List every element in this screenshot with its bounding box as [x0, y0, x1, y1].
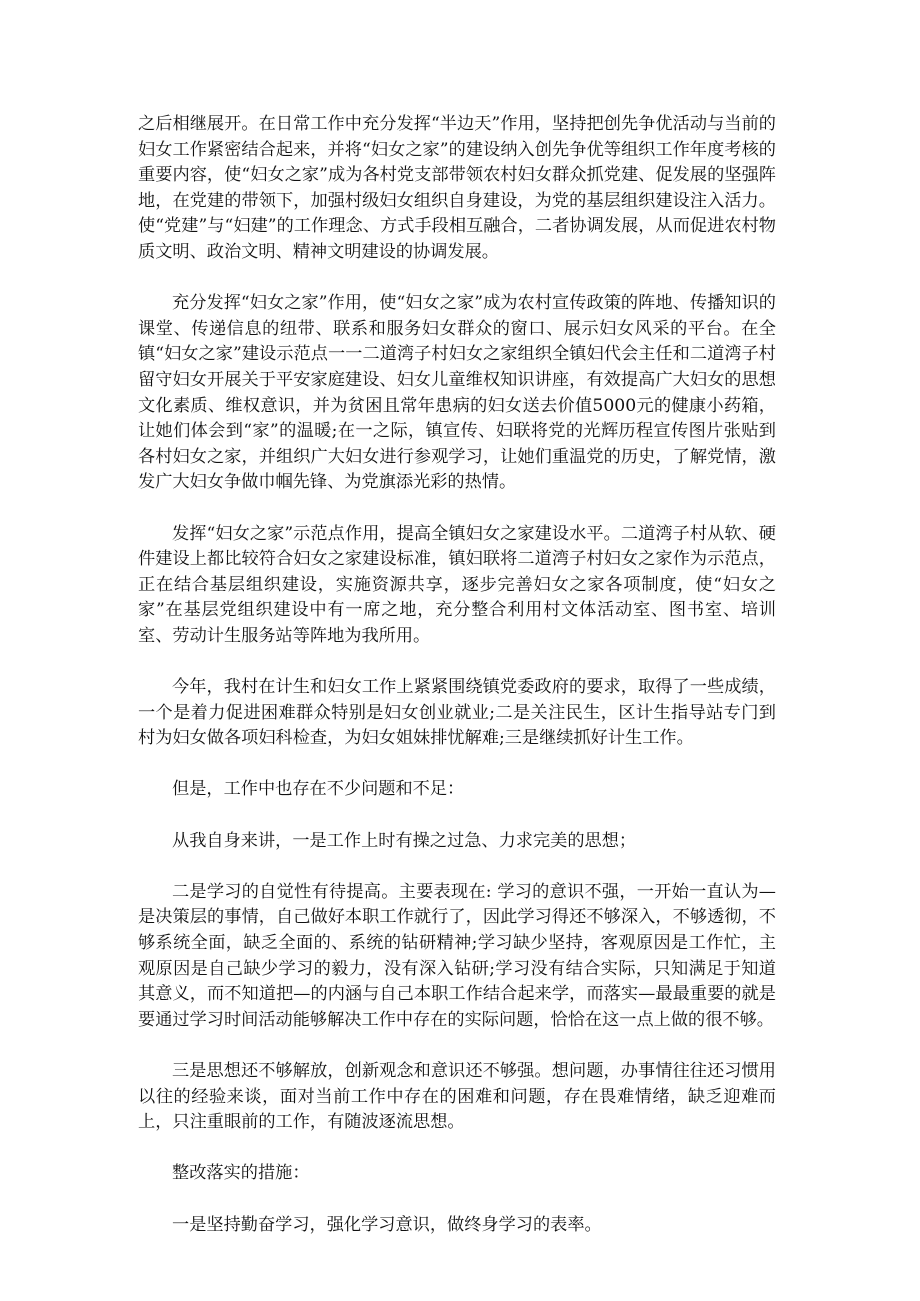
- paragraph-8: 三是思想还不够解放，创新观念和意识还不够强。想问题，办事情往往还习惯用以往的经验来谈，面对当前工作中存在的困难和问题，存在畏难情绪，缺乏迎难而上，只注重眼前的工作，有随波逐流思想。: [138, 1060, 776, 1133]
- paragraph-1: 之后相继展开。在日常工作中充分发挥“半边天”作用，坚持把创先争优活动与当前的妇女工作紧密结合起来，并将“妇女之家”的建设纳入创先争优等组织工作年度考核的重要内容，使“妇女之家”成为各村党支部带领农村妇女群众抓党建、促发展的坚强阵地，在党建的带领下，加强村级妇女组织自身建设，为党的基层组织建设注入活力。使“党建”与“妇建”的工作理念、方式手段相互融合，二者协调发展，从而促进农村物质文明、政治文明、精神文明建设的协调发展。: [138, 114, 776, 262]
- paragraph-7: 二是学习的自觉性有待提高。主要表现在: 学习的意识不强，一开始一直认为—是决策层的事情，自己做好本职工作就行了，因此学习得还不够深入，不够透彻，不够系统全面，缺乏全面的、系统的钻研精神;学习缺少坚持，客观原因是工作忙，主观原因是自己缺少学习的毅力，没有深入钻研;学习没有结合实际，只知满足于知道其意义，而不知道把—的内涵与自己本职工作结合起来学，而落实—最最重要的就是要通过学习时间活动能够解决工作中存在的实际问题，恰恰在这一点上做的很不够。: [138, 881, 776, 1030]
- paragraph-6: 从我自身来讲，一是工作上时有操之过急、力求完美的思想；: [172, 830, 637, 851]
- document-body: [138, 112, 776, 1264]
- paragraph-9: 整改落实的措施：: [172, 1163, 310, 1184]
- paragraph-3: 发挥“妇女之家”示范点作用，提高全镇妇女之家建设水平。二道湾子村从软、硬件建设上都比较符合妇女之家建设标准，镇妇联将二道湾子村妇女之家作为示范点，正在结合基层组织建设，实施资源共享，逐步完善妇女之家各项制度，使“妇女之家”在基层党组织建设中有一席之地，充分整合利用村文体活动室、图书室、培训室、劳动计生服务站等阵地为我所用。: [138, 523, 776, 646]
- paragraph-5: 但是，工作中也存在不少问题和不足：: [172, 779, 465, 800]
- paragraph-10: 一是坚持勤奋学习，强化学习意识，做终身学习的表率。: [172, 1214, 602, 1235]
- paragraph-2: 充分发挥“妇女之家”作用，使“妇女之家”成为农村宣传政策的阵地、传播知识的课堂、传递信息的纽带、联系和服务妇女群众的窗口、展示妇女风采的平台。在全镇“妇女之家”建设示范点一一二道湾子村妇女之家组织全镇妇代会主任和二道湾子村留守妇女开展关于平安家庭建设、妇女儿童维权知识讲座，有效提高广大妇女的思想文化素质、维权意识，并为贫困且常年患病的妇女送去价值5000元的健康小药箱，让她们体会到“家”的温暖;在一之际，镇宣传、妇联将党的光辉历程宣传图片张贴到各村妇女之家，并组织广大妇女进行参观学习，让她们重温党的历史，了解党情，激发广大妇女争做巾帼先锋、为党旗添光彩的热情。: [138, 293, 776, 493]
- paragraph-4: 今年，我村在计生和妇女工作上紧紧围绕镇党委政府的要求，取得了一些成绩，一个是着力促进困难群众特别是妇女创业就业;二是关注民生，区计生指导站专门到村为妇女做各项妇科检查，为妇女姐妹排忧解难;三是继续抓好计生工作。: [138, 677, 776, 749]
